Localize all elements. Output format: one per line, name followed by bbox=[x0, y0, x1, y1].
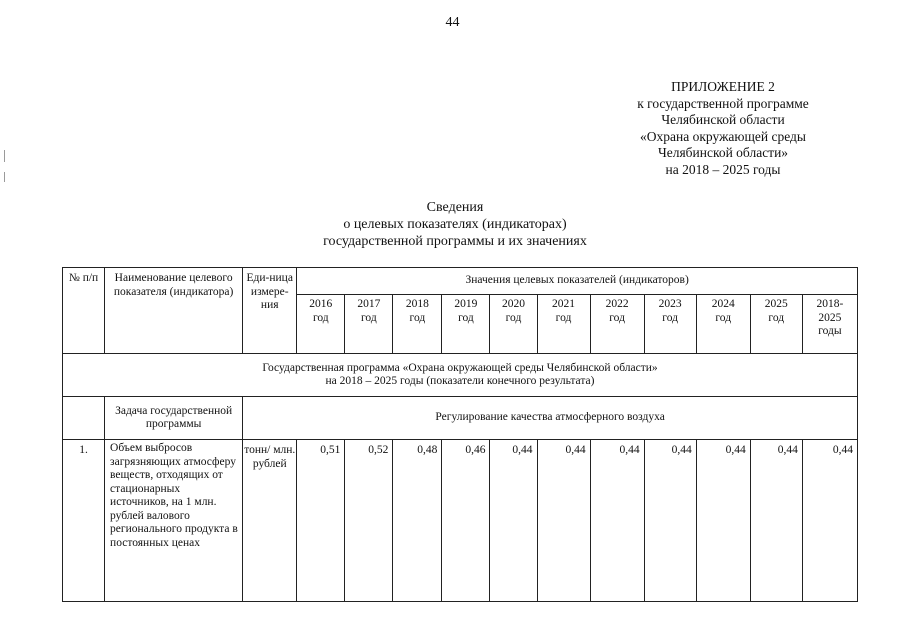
header-year: 2022 год bbox=[590, 295, 644, 354]
header-year: 2024 год bbox=[696, 295, 750, 354]
header-year: 2021 год bbox=[537, 295, 590, 354]
value-cell: 0,44 bbox=[750, 440, 802, 602]
header-year: 2019 год bbox=[442, 295, 490, 354]
page-number: 44 bbox=[445, 15, 460, 30]
appendix-line: Челябинской области» bbox=[657, 145, 789, 160]
appendix-line: Челябинской области bbox=[661, 112, 785, 127]
program-title-line: на 2018 – 2025 годы (показатели конечного результата) bbox=[325, 375, 595, 387]
table-row bbox=[63, 440, 858, 602]
appendix-line: на 2018 – 2025 годы bbox=[665, 161, 781, 177]
value-cell: 0,44 bbox=[696, 440, 750, 602]
header-year: 2025 год bbox=[750, 295, 802, 354]
header-year: 2018 год bbox=[393, 295, 442, 354]
value-cell: 0,51 bbox=[297, 440, 345, 602]
appendix-line: «Охрана окружающей среды bbox=[640, 128, 806, 144]
program-title-row bbox=[63, 354, 858, 397]
appendix-line: ПРИЛОЖЕНИЕ 2 bbox=[671, 79, 775, 94]
header-number: № п/п bbox=[63, 268, 105, 354]
value-cell: 0,48 bbox=[393, 440, 442, 602]
indicator-unit: тонн/ млн. рублей bbox=[243, 440, 297, 602]
value-cell: 0,44 bbox=[537, 440, 590, 602]
header-name: Наименование целевого показателя (индикатора) bbox=[105, 268, 243, 354]
scan-edge-mark bbox=[4, 150, 5, 162]
indicator-name: Объем выбросов загрязняющих атмосферу веществ, отходящих от стационарных источников, на 1 млн. рублей валового регионального продукта в постоянных ценах bbox=[105, 440, 243, 602]
value-cell: 0,52 bbox=[345, 440, 393, 602]
indicators-table bbox=[62, 267, 858, 602]
value-cell: 0,44 bbox=[644, 440, 696, 602]
heading-line: государственной программы и их значениях bbox=[323, 234, 587, 249]
header-year: 2020 год bbox=[490, 295, 537, 354]
appendix-line: к государственной программе bbox=[637, 95, 809, 111]
task-label: Задача государственной программы bbox=[105, 397, 243, 440]
scan-edge-mark bbox=[4, 172, 5, 182]
value-cell: 0,44 bbox=[802, 440, 857, 602]
header-year-range: 2018- 2025 годы bbox=[802, 295, 857, 354]
header-values: Значения целевых показателей (индикаторов) bbox=[297, 268, 858, 295]
value-cell: 0,46 bbox=[442, 440, 490, 602]
header-unit: Еди-ница измере-ния bbox=[243, 268, 297, 354]
task-empty-cell bbox=[63, 397, 105, 440]
row-number: 1. bbox=[63, 440, 105, 602]
header-year: 2016 год bbox=[297, 295, 345, 354]
value-cell: 0,44 bbox=[590, 440, 644, 602]
heading-line: о целевых показателях (индикаторах) bbox=[343, 217, 567, 232]
appendix-header bbox=[598, 79, 848, 178]
program-title-line: Государственная программа «Охрана окружающей среды Челябинской области» bbox=[262, 361, 658, 374]
header-year: 2023 год bbox=[644, 295, 696, 354]
document-heading bbox=[230, 199, 680, 250]
header-year: 2017 год bbox=[345, 295, 393, 354]
value-cell: 0,44 bbox=[490, 440, 537, 602]
task-value: Регулирование качества атмосферного воздуха bbox=[243, 397, 858, 440]
heading-line: Сведения bbox=[426, 200, 484, 215]
